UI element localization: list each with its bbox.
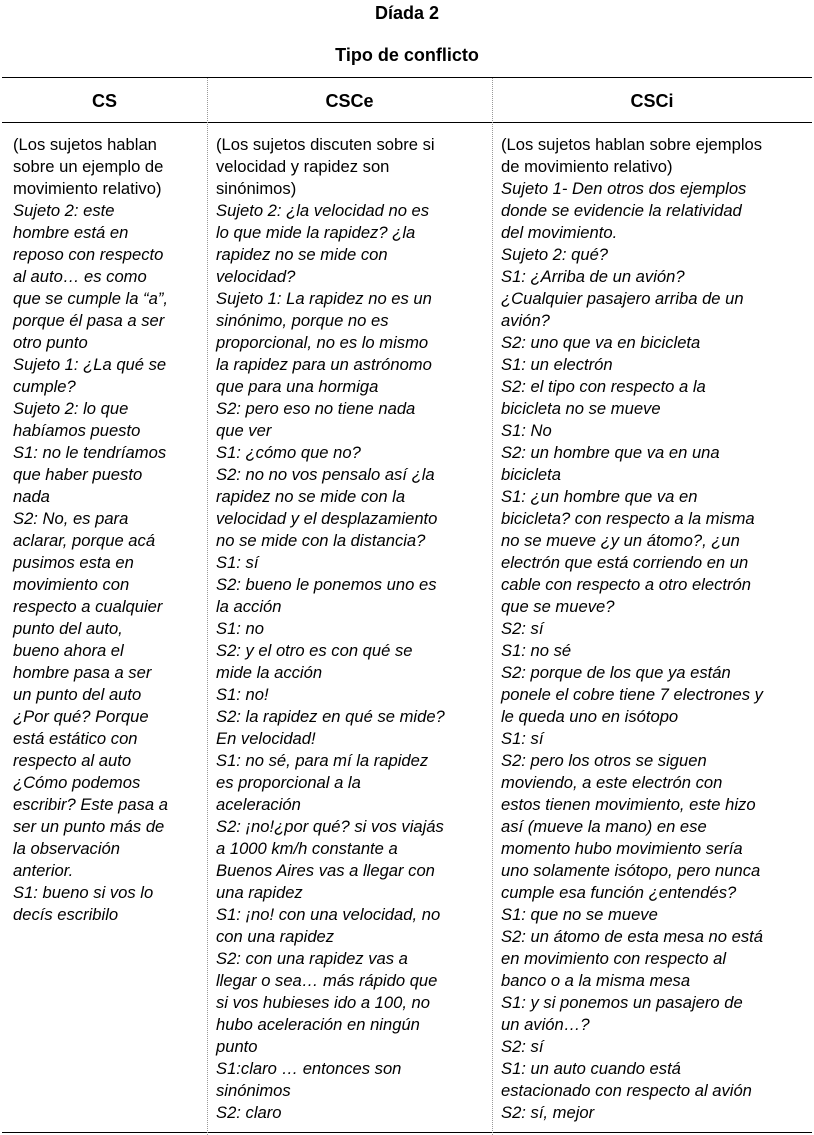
dialogue-line: a 1000 km/h constante a: [216, 839, 398, 858]
dialogue-line: que se cumple la “a”,: [13, 289, 168, 308]
dialogue-line: S1: no le tendríamos: [13, 443, 167, 462]
page-title: Díada 2: [374, 3, 440, 23]
intro-line: (Los sujetos discuten sobre si: [216, 135, 435, 154]
dialogue-line: en movimiento con respecto al: [501, 949, 727, 968]
dialogue-line: no se mueve ¿y un átomo?, ¿un: [501, 531, 740, 550]
intro-line: sobre un ejemplo de: [13, 157, 164, 176]
intro-line: (Los sujetos hablan sobre ejemplos: [501, 135, 763, 154]
dialogue-line: Buenos Aires vas a llegar con: [216, 861, 435, 880]
dialogue-line: Sujeto 1: La rapidez no es un: [216, 289, 432, 308]
dialogue-line: banco o a la misma mesa: [501, 971, 691, 990]
dialogue-line: S2: sí: [501, 619, 544, 638]
dialogue-line: Sujeto 2: qué?: [501, 245, 609, 264]
dialogue-line: estacionado con respecto al avión: [501, 1081, 752, 1100]
intro-line: (Los sujetos hablan: [13, 135, 157, 154]
dialogue-line: respecto a cualquier: [13, 597, 163, 616]
dialogue-line: S1: no: [216, 619, 264, 638]
dialogue-line: S1: sí: [216, 553, 259, 572]
column-header-cs: CS: [91, 91, 117, 111]
intro-line: sinónimos): [216, 179, 297, 198]
intro-line: de movimiento relativo): [501, 157, 673, 176]
column-divider: [492, 78, 493, 1135]
dialogue-line: nada: [13, 487, 50, 506]
dialogue-line: S2: ¡no!¿por qué? si vos viajás: [216, 817, 444, 836]
dialogue-line: porque él pasa a ser: [13, 311, 165, 330]
dialogue-line: hombre está en: [13, 223, 129, 242]
dialogue-line: punto del auto,: [13, 619, 123, 638]
dialogue-line: S1: sí: [501, 729, 544, 748]
dialogue-line: S2: no no vos pensalo así ¿la: [216, 465, 435, 484]
dialogue-line: bicicleta no se mueve: [501, 399, 661, 418]
dialogue-line: S1: y si ponemos un pasajero de: [501, 993, 743, 1012]
dialogue-line: bicicleta? con respecto a la misma: [501, 509, 755, 528]
dialogue-line: S2: con una rapidez vas a: [216, 949, 408, 968]
dialogue-line: proporcional, no es lo mismo: [216, 333, 429, 352]
dialogue-line: la rapidez para un astrónomo: [216, 355, 432, 374]
column-divider: [207, 78, 208, 1135]
dialogue-line: S1: que no se mueve: [501, 905, 658, 924]
dialogue-line: anterior.: [13, 861, 74, 880]
header-rule: [2, 122, 812, 123]
dialogue-line: cumple?: [13, 377, 76, 396]
dialogue-line: es proporcional a la: [216, 773, 361, 792]
dialogue-line: así (mueve la mano) en ese: [501, 817, 707, 836]
dialogue-line: S1: bueno si vos lo: [13, 883, 154, 902]
dialogue-line: que ver: [216, 421, 272, 440]
dialogue-line: S2: claro: [216, 1103, 282, 1122]
dialogue-line: si vos hubieses ido a 100, no: [216, 993, 431, 1012]
bottom-rule: [2, 1132, 812, 1133]
dialogue-line: S2: No, es para: [13, 509, 129, 528]
dialogue-line: mide la acción: [216, 663, 323, 682]
dialogue-line: Sujeto 2: este: [13, 201, 115, 220]
dialogue-line: la observación: [13, 839, 121, 858]
dialogue-line: S1: no!: [216, 685, 269, 704]
table-subtitle: Tipo de conflicto: [335, 45, 479, 65]
dialogue-line: del movimiento.: [501, 223, 618, 242]
dialogue-line: ¿Cualquier pasajero arriba de un: [501, 289, 744, 308]
dialogue-line: Sujeto 2: lo que: [13, 399, 129, 418]
dialogue-line: moviendo, a este electrón con: [501, 773, 723, 792]
dialogue-line: hubo aceleración en ningún: [216, 1015, 420, 1034]
dialogue-line: hombre pasa a ser: [13, 663, 152, 682]
dialogue-line: S1: un auto cuando está: [501, 1059, 681, 1078]
dialogue-line: S2: pero los otros se siguen: [501, 751, 707, 770]
dialogue-line: ¿Por qué? Porque: [13, 707, 149, 726]
dialogue-line: escribir? Este pasa a: [13, 795, 168, 814]
dialogue-line: donde se evidencie la relatividad: [501, 201, 742, 220]
dialogue-line: llegar o sea… más rápido que: [216, 971, 438, 990]
column-csci-text: [501, 134, 763, 1124]
dialogue-line: S1: ¿Arriba de un avión?: [501, 267, 685, 286]
dialogue-line: S2: bueno le ponemos uno es: [216, 575, 437, 594]
dialogue-line: cable con respecto a otro electrón: [501, 575, 751, 594]
dialogue-line: velocidad y el desplazamiento: [216, 509, 438, 528]
dialogue-line: está estático con: [13, 729, 138, 748]
dialogue-line: cumple esa función ¿entendés?: [501, 883, 737, 902]
column-header-csci: CSCi: [630, 91, 674, 111]
dialogue-line: que para una hormiga: [216, 377, 379, 396]
dialogue-line: En velocidad!: [216, 729, 316, 748]
intro-line: movimiento relativo): [13, 179, 162, 198]
dialogue-line: un avión…?: [501, 1015, 590, 1034]
dialogue-line: la acción: [216, 597, 282, 616]
dialogue-line: ser un punto más de: [13, 817, 165, 836]
dialogue-line: S2: y el otro es con qué se: [216, 641, 413, 660]
dialogue-line: avión?: [501, 311, 550, 330]
dialogue-line: S1: no sé: [501, 641, 572, 660]
dialogue-line: S2: uno que va en bicicleta: [501, 333, 701, 352]
dialogue-line: que haber puesto: [13, 465, 143, 484]
dialogue-line: no se mide con la distancia?: [216, 531, 426, 550]
dialogue-line: sinónimos: [216, 1081, 291, 1100]
dialogue-line: electrón que está corriendo en un: [501, 553, 749, 572]
dialogue-line: S1:claro … entonces son: [216, 1059, 402, 1078]
dialogue-line: S1: ¿un hombre que va en: [501, 487, 698, 506]
dialogue-line: una rapidez: [216, 883, 303, 902]
top-rule: [2, 77, 812, 78]
dialogue-line: que se mueve?: [501, 597, 615, 616]
dialogue-line: S1: no sé, para mí la rapidez: [216, 751, 429, 770]
dialogue-line: reposo con respecto: [13, 245, 164, 264]
dialogue-line: movimiento con: [13, 575, 130, 594]
dialogue-line: le queda uno en isótopo: [501, 707, 679, 726]
dialogue-line: decís escribilo: [13, 905, 119, 924]
dialogue-line: punto: [216, 1037, 258, 1056]
dialogue-line: Sujeto 1: ¿La qué se: [13, 355, 167, 374]
dialogue-line: aclarar, porque acá: [13, 531, 156, 550]
column-csce-text: [216, 134, 445, 1124]
dialogue-line: S1: ¡no! con una velocidad, no: [216, 905, 441, 924]
dialogue-line: con una rapidez: [216, 927, 335, 946]
dialogue-line: S1: No: [501, 421, 552, 440]
intro-line: velocidad y rapidez son: [216, 157, 390, 176]
dialogue-line: S1: ¿cómo que no?: [216, 443, 361, 462]
dialogue-line: S2: un átomo de esta mesa no está: [501, 927, 763, 946]
dialogue-line: lo que mide la rapidez? ¿la: [216, 223, 416, 242]
dialogue-line: rapidez no se mide con la: [216, 487, 406, 506]
dialogue-line: S1: un electrón: [501, 355, 613, 374]
dialogue-line: habíamos puesto: [13, 421, 141, 440]
dialogue-line: S2: sí, mejor: [501, 1103, 595, 1122]
dialogue-line: uno solamente isótopo, pero nunca: [501, 861, 761, 880]
dialogue-line: velocidad?: [216, 267, 296, 286]
column-header-csce: CSCe: [325, 91, 374, 111]
dialogue-line: bueno ahora el: [13, 641, 124, 660]
dialogue-line: momento hubo movimiento sería: [501, 839, 743, 858]
dialogue-line: S2: el tipo con respecto a la: [501, 377, 706, 396]
dialogue-line: respecto al auto: [13, 751, 132, 770]
dialogue-line: estos tienen movimiento, este hizo: [501, 795, 756, 814]
dialogue-line: S2: porque de los que ya están: [501, 663, 731, 682]
dialogue-line: Sujeto 1- Den otros dos ejemplos: [501, 179, 747, 198]
dialogue-line: aceleración: [216, 795, 301, 814]
dialogue-line: Sujeto 2: ¿la velocidad no es: [216, 201, 430, 220]
dialogue-line: sinónimo, porque no es: [216, 311, 389, 330]
dialogue-line: un punto del auto: [13, 685, 142, 704]
dialogue-line: S2: sí: [501, 1037, 544, 1056]
dialogue-line: al auto… es como: [13, 267, 147, 286]
dialogue-line: ¿Cómo podemos: [13, 773, 141, 792]
dialogue-line: ponele el cobre tiene 7 electrones y: [501, 685, 763, 704]
dialogue-line: bicicleta: [501, 465, 561, 484]
dialogue-line: otro punto: [13, 333, 88, 352]
dialogue-line: pusimos esta en: [13, 553, 134, 572]
column-cs-text: [13, 134, 168, 926]
dialogue-line: S2: un hombre que va en una: [501, 443, 720, 462]
dialogue-line: S2: la rapidez en qué se mide?: [216, 707, 445, 726]
dialogue-line: rapidez no se mide con: [216, 245, 388, 264]
dialogue-line: S2: pero eso no tiene nada: [216, 399, 416, 418]
